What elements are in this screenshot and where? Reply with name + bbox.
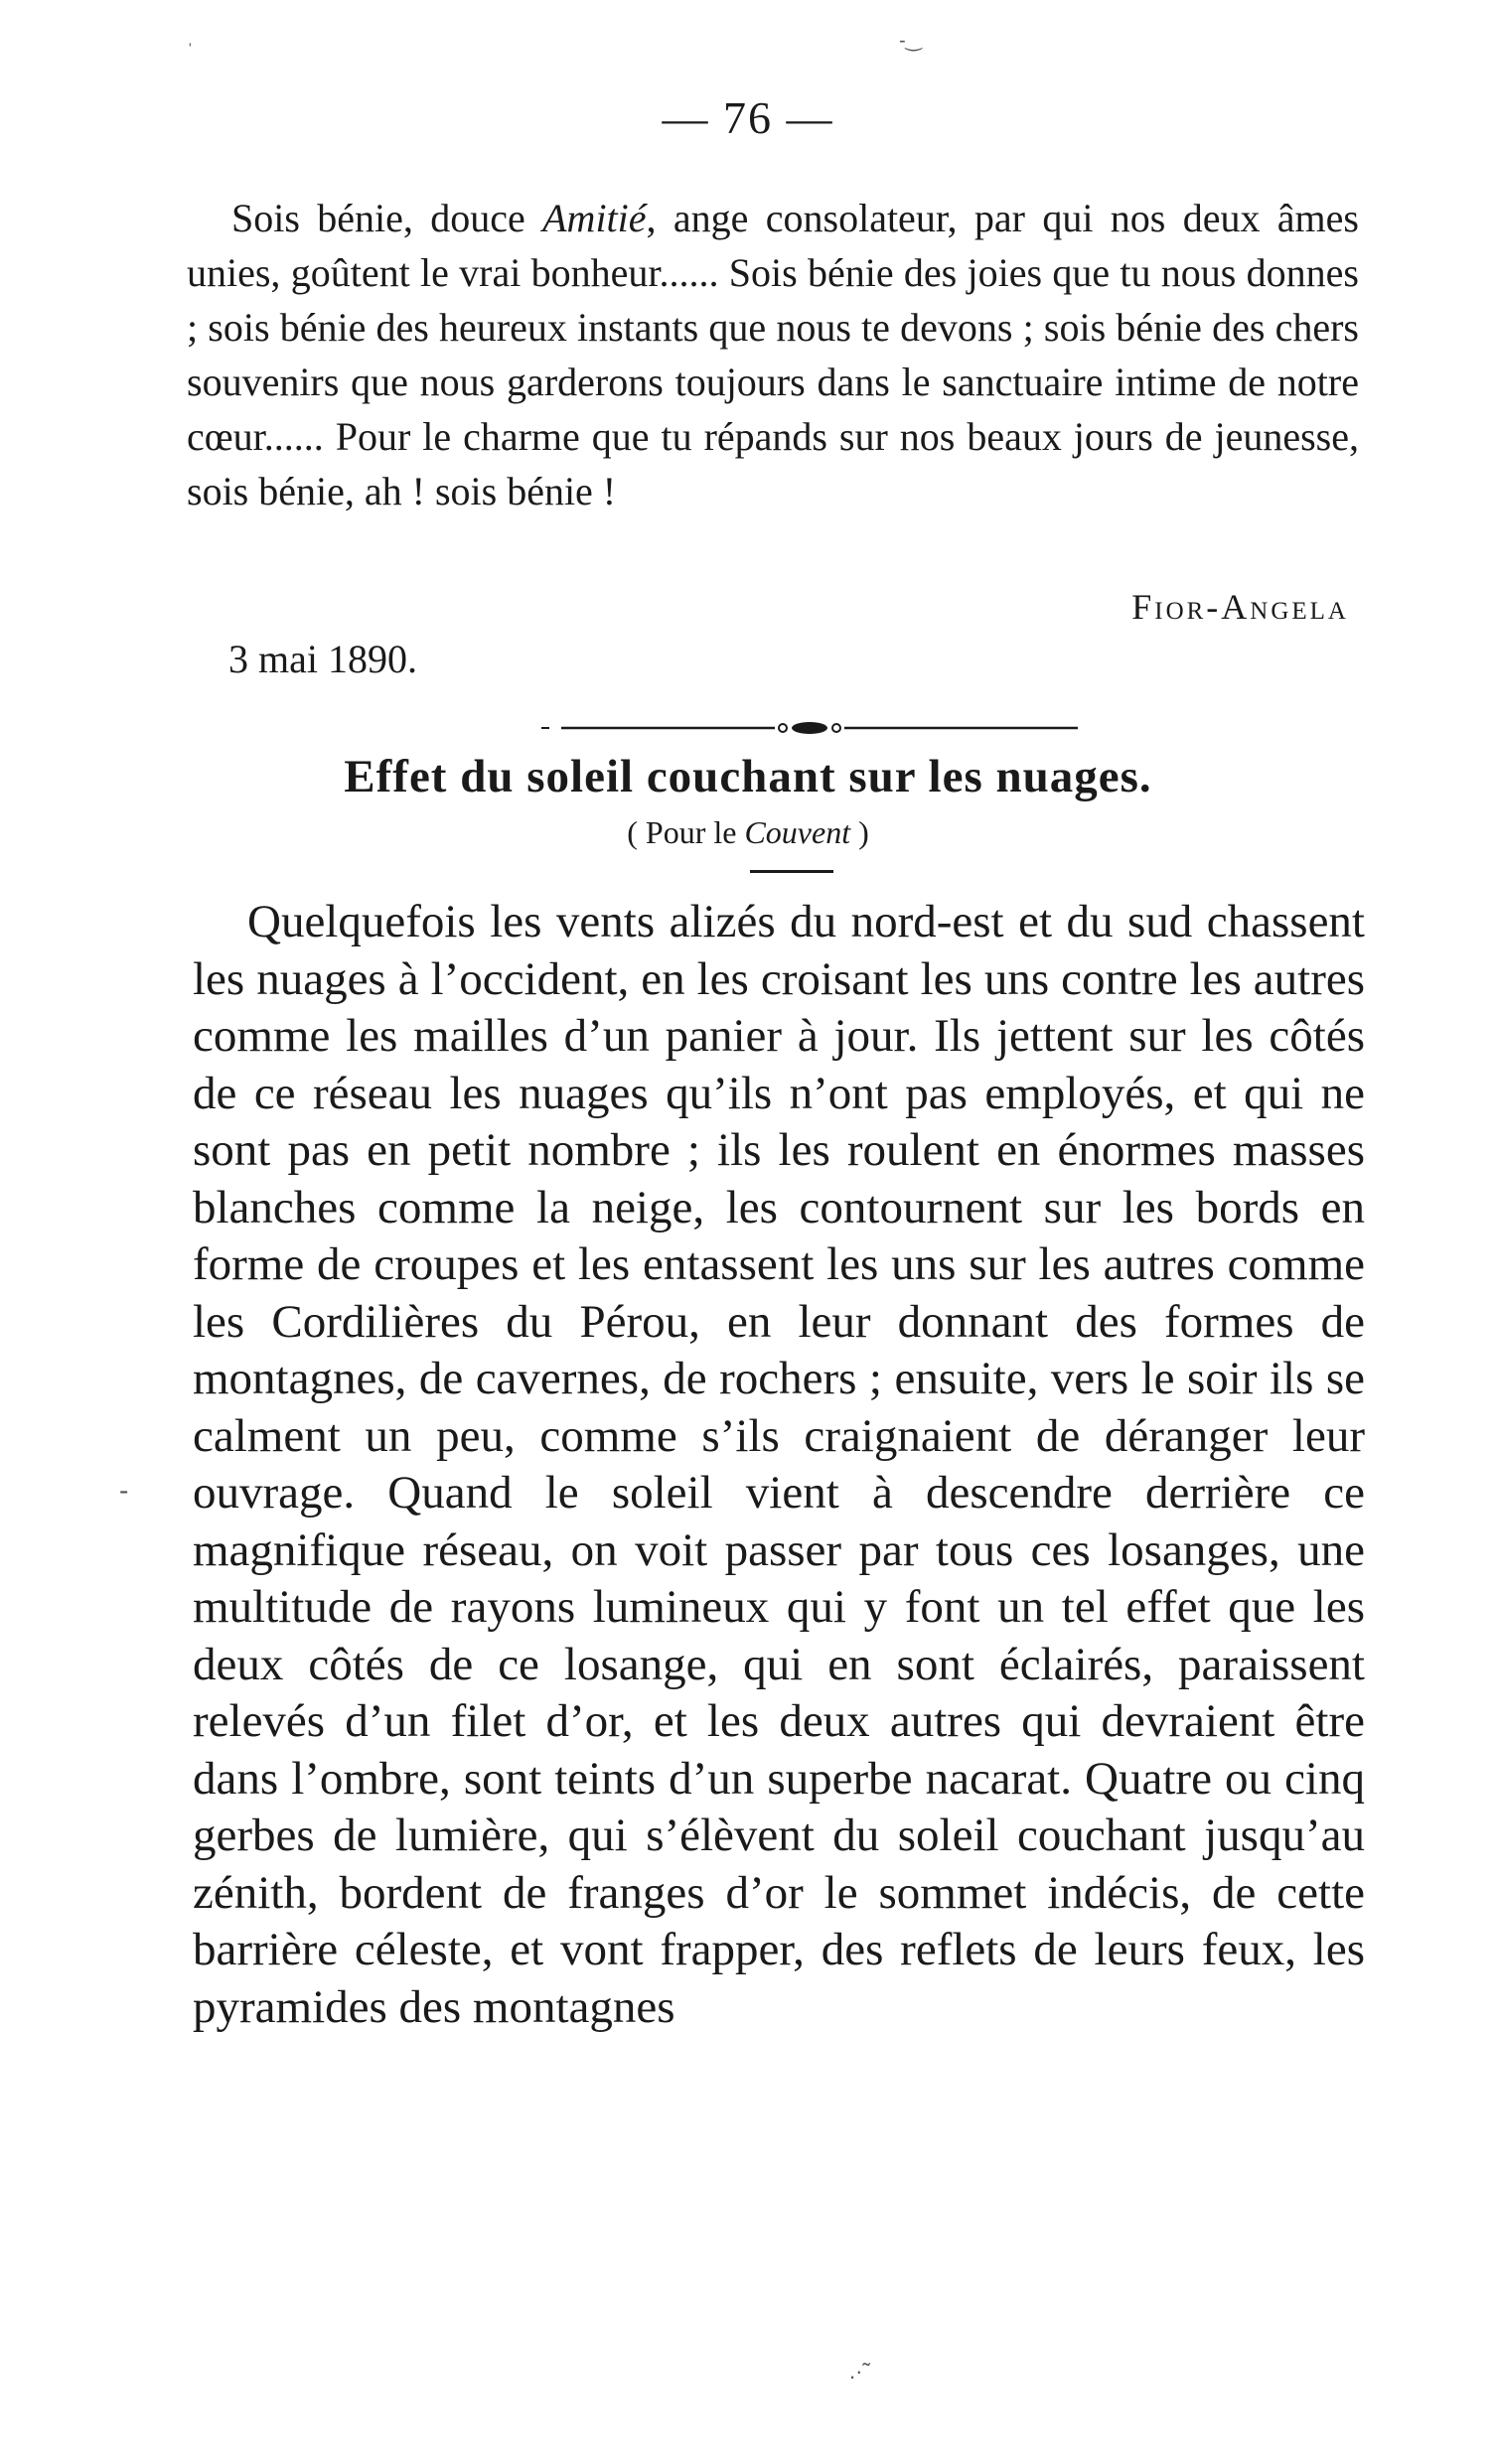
article-body-paragraph: Quelquefois les vents alizés du nord-est et du sud chassent les nuages à l’occident, en les croisant les uns contre les autres comme les mailles d’un panier à jour. Ils jettent sur les côtés de ce réseau les nuages qu’ils n’ont pas employés, et qui ne sont pas en petit nombre ; ils les roulent en énormes masses blanches comme la neige, les contournent sur les bords en forme de croupes et les entassent les uns sur les autres comme les Cordilières du Pérou, en leur donnant des formes de montagnes, de cavernes, de rochers ; ensuite, vers le soir ils se calment un peu, comme s’ils craignaient de déranger leur ouvrage. Quand le soleil vient à descendre derrière ce magnifique réseau, on voit passer par tous ces losanges, une multitude de rayons lumineux qui y font un tel effet que les deux côtés de ce losange, qui en sont éclairés, paraissent relevés d’un filet d’or, et les deux autres qui devraient être dans l’ombre, sont teints d’un superbe nacarat. Quatre ou cinq gerbes de lumière, qui s’élèvent du soleil couchant jusqu’au zénith, bordent de franges d’or le sommet indécis, de cette barrière céleste, et vont frapper, des reflets de leurs feux, les pyramides des montagnes (193, 896, 1365, 2033)
print-speck-mark: -‿ (899, 30, 922, 52)
section-divider-ornament (541, 721, 1078, 735)
print-speck-mark: ' (189, 40, 192, 56)
subtitle-open: ( Pour le (627, 814, 745, 850)
subtitle-close: ) (850, 814, 869, 850)
tribute-paragraph (187, 191, 1359, 518)
article-title: Effet du soleil couchant sur les nuages. (344, 751, 1152, 802)
tribute-amitie-italic: Amitié (542, 196, 647, 240)
tribute-date: 3 mai 1890. (228, 637, 417, 681)
page-number: — 76 — (662, 92, 834, 143)
subtitle-italic: Couvent (744, 814, 851, 850)
title-underline-rule (750, 870, 833, 873)
tribute-text-end: , ange consolateur, par qui nos deux âmes unies, goûtent le vrai bonheur...... Sois bénie des joies que tu nous donnes ; sois bénie des heureux instants que nous te devons ; sois bénie des chers souvenirs que nous garderons toujours dans le sanctuaire intime de notre cœur...... Pour le charme que tu répands sur nos beaux jours de jeunesse, sois bénie, ah ! sois bénie ! (187, 196, 1359, 513)
print-speck-mark: - (119, 1475, 129, 1506)
article-subtitle (0, 814, 1496, 851)
tribute-text-start: Sois bénie, douce (231, 196, 543, 240)
author-signature: Fior-Angela (1131, 587, 1349, 627)
print-speck-mark: .·˜ (849, 2359, 870, 2384)
